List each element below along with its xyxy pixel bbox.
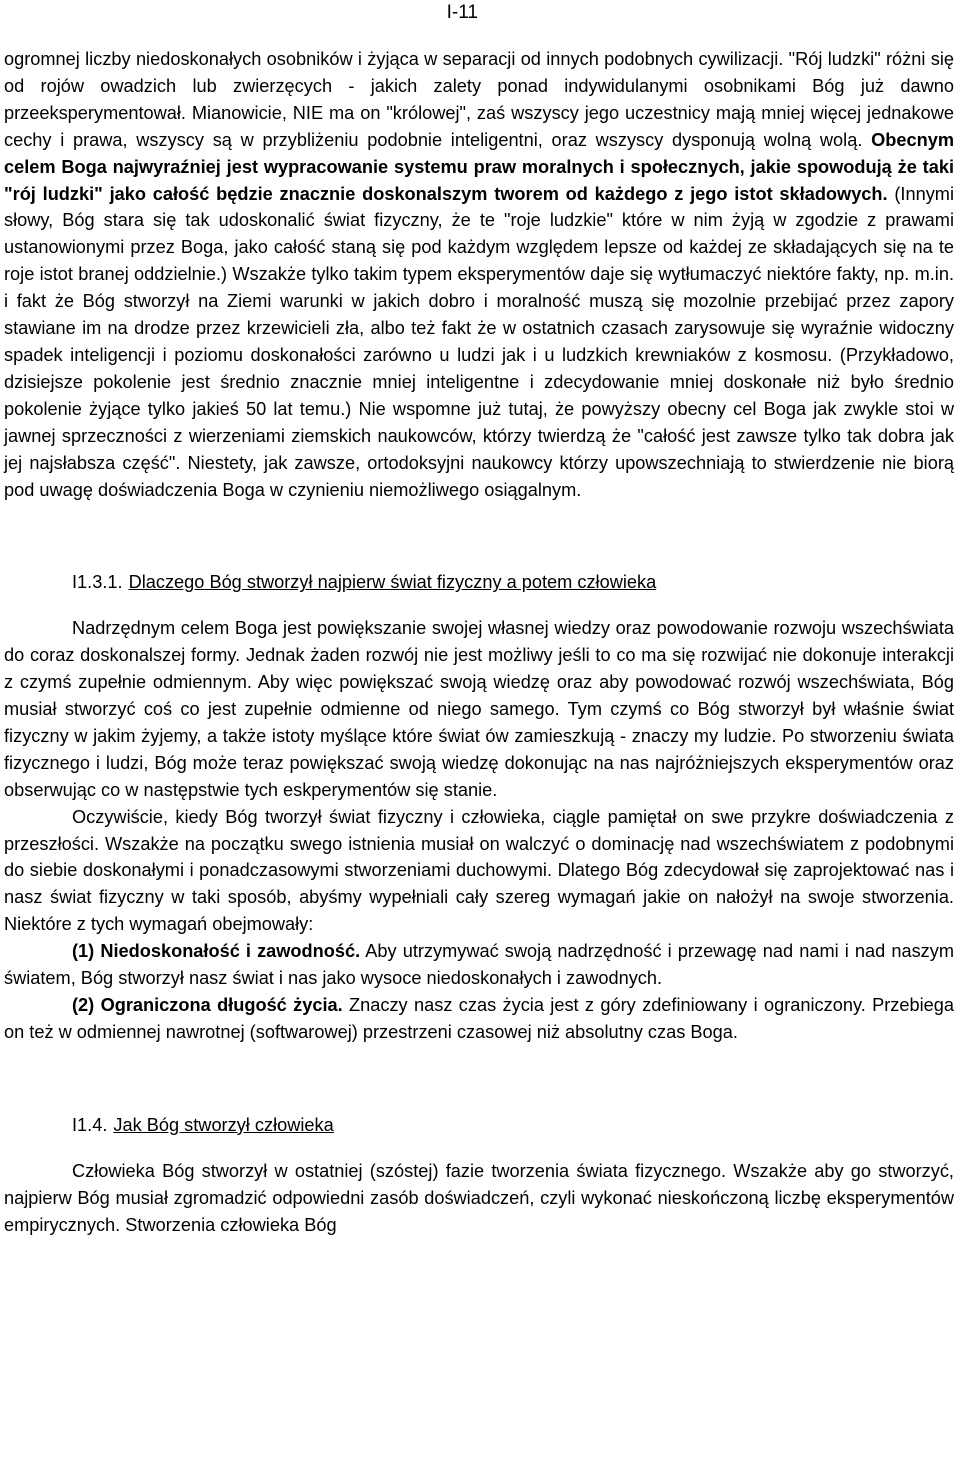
section-heading-2 xyxy=(4,1112,954,1139)
spacer xyxy=(4,1139,954,1158)
requirement-text: Znaczy nasz czas życia jest z góry zdefiniowany i ograniczony. Przebiega on też w odmiennej nawrotnej (softwarowej) przestrzeni czasowej niż absolutny czas Boga. xyxy=(4,995,954,1042)
spacer xyxy=(4,503,954,569)
requirement-item-1 xyxy=(4,938,954,992)
paragraph-intro xyxy=(4,46,954,503)
paragraph-text: ogromnej liczby niedoskonałych osobników i żyjąca w separacji od innych podobnych cywilizacji. "Rój ludzki" różni się od rojów owadzich lub zwierzęcych - jakich zalety ponad indywidulanymi osobnikami Bóg już dawno przeeksperymentował. Mianowicie, NIE ma on "królowej", zaś wszyscy jego uczestnicy mają mniej więcej jednakowe cechy i prawa, wszyscy są w przybliżeniu podobnie inteligentni, oraz wszyscy dysponują wolną wolą. xyxy=(4,49,954,150)
page-number: I-11 xyxy=(446,2,478,23)
requirement-text: Aby utrzymywać swoją nadrzędność i przewagę nad nami i nad naszym światem, Bóg stworzył nasz świat i nas jako wysoce niedoskonałych i zawodnych. xyxy=(4,941,954,989)
section-heading-1 xyxy=(4,569,954,596)
section-2-paragraph-1: Człowieka Bóg stworzył w ostatniej (szóstej) fazie tworzenia świata fizycznego. Wszakże aby go stworzyć, najpierw Bóg musiał zgromadzić odpowiedni zasób doświadczeń, czyli wykonać nieskończoną liczbę eksperymentów empirycznych. Stworzenia człowieka Bóg xyxy=(4,1160,954,1235)
bold-statement: Obecnym celem Boga najwyraźniej jest wypracowanie systemu praw moralnych i społecznych, jakie spowodują że taki "rój ludzki" jako całość będzie znacznie doskonalszym tworem od każdego z jego istot składowych. xyxy=(4,129,954,204)
section-number: I1.3.1. xyxy=(72,572,123,593)
requirement-item-2 xyxy=(4,992,954,1046)
section-title: Jak Bóg stworzył człowieka xyxy=(113,1114,334,1135)
requirement-label: (2) Ograniczona długość życia. xyxy=(72,995,343,1015)
section-1-paragraph-1: Nadrzędnym celem Boga jest powiększanie swojej własnej wiedzy oraz powodowanie rozwoju wszechświata do coraz doskonalszej formy. Jednak żaden rozwój nie jest możliwy jeśli to co ma się rozwijać nie dokonuje interakcji z czymś zupełnie odmiennym. Aby więc powiększać swoją wiedzę oraz aby powodować rozwój wszechświata, Bóg musiał stworzyć coś co jest zupełnie odmienne od niego samego. Tym czymś co Bóg stworzył był właśnie świat fizyczny w jakim żyjemy, a także istoty myślące które świat ów zamieszkują - znaczy my ludzie. Po stworzeniu świata fizycznego i ludzi, Bóg może teraz powiększać swoją wiedzę dokonując na nas najróżniejszych eksperymentów oraz obserwując co w następstwie tych eskperymentów się stanie. xyxy=(4,618,954,800)
section-number: I1.4. xyxy=(72,1114,108,1135)
section-title: Dlaczego Bóg stworzył najpierw świat fizyczny a potem człowieka xyxy=(128,572,657,593)
document-body xyxy=(4,46,954,1238)
spacer xyxy=(4,1046,954,1112)
section-1-paragraph-2: Oczywiście, kiedy Bóg tworzył świat fizyczny i człowieka, ciągle pamiętał on swe przykre doświadczenia z przeszłości. Wszakże na początku swego istnienia musiał on walczyć o dominację nad wszechświatem z podobnymi do siebie doskonałymi i ponadczasowymi stworzeniami duchowymi. Dlatego Bóg zdecydował się zaprojektować nas i nasz świat fizyczny w taki sposób, abyśmy wypełniali cały szereg wymagań jakie on nałożył na swoje stworzenia. Niektóre z tych wymagań obejmowały: xyxy=(4,806,954,935)
requirement-label: (1) Niedoskonałość i zawodność. xyxy=(72,941,361,962)
paragraph-text: (Innymi słowy, Bóg stara się tak udoskonalić świat fizyczny, że te "roje ludzkie" które w nim żyją w zgodzie z prawami ustanowionymi przez Boga, jako całość staną się pod każdym względem lepsze od każdej ze składających się na te roje istot branej oddzielnie.) Wszakże tylko takim typem eksperymentów daje się wytłumaczyć niektóre fakty, np. m.in. i fakt że Bóg stworzył na Ziemi warunki w jakich dobro i moralność muszą się mozolnie przebijać przez zapory stawiane im na drodze przez krzewicieli zła, albo też fakt że w ostatnich czasach zarysowuje się wyraźnie widoczny spadek inteligencji i poziomu doskonałości zarówno u ludzi jak i u ludzkich krewniaków z kosmosu. (Przykładowo, dzisiejsze pokolenie jest średnio znacznie mniej inteligentne i zdecydowanie mniej doskonałe niż było średnio pokolenie żyjące tylko jakieś 50 lat temu.) Nie wspomne już tutaj, że powyższy obecny cel Boga jak zwykle stoi w jawnej sprzeczności z wierzeniami ziemskich naukowców, którzy twierdzą że "całość jest zawsze tylko tak dobra jak jej najsłabsza część". Niestety, jak zawsze, ortodoksyjni naukowcy którzy upowszechniają to stwierdzenie nie biorą pod uwagę doświadczenia Boga w czynieniu niemożliwego osiągalnym. xyxy=(4,183,954,500)
spacer xyxy=(4,596,954,615)
